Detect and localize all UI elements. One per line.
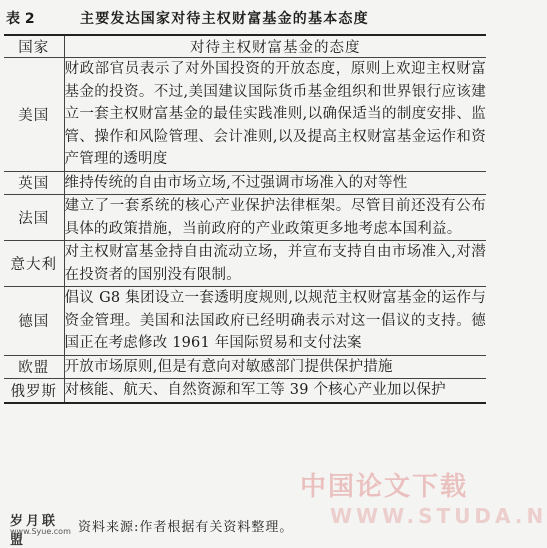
site-logo <box>8 510 71 548</box>
table-header-row <box>4 35 486 58</box>
row-attitude: 对主权财富基金持自由流动立场，并宣布支持自由市场准入,对潜在投资者的国别没有限制。 <box>64 241 486 287</box>
row-country: 英国 <box>4 171 64 195</box>
attitude-table <box>4 34 486 404</box>
source-note: 资料来源:作者根据有关资料整理。 <box>78 520 294 535</box>
header-attitude: 对待主权财富基金的态度 <box>64 35 486 58</box>
logo-text: 岁月联盟 <box>10 514 59 548</box>
table-row <box>4 195 486 241</box>
table-row <box>4 355 486 379</box>
row-country: 法国 <box>4 195 64 241</box>
row-attitude: 倡议 G8 集团设立一套透明度规则,以规范主权财富基金的运作与资金管理。美国和法国政府已经明确表示对这一倡议的支持。德国正在考虑修改 1961 年国际贸易和支付法案 <box>64 287 486 356</box>
table-row <box>4 379 486 403</box>
row-country: 意大利 <box>4 241 64 287</box>
table-row <box>4 58 486 172</box>
row-attitude: 开放市场原则,但是有意向对敏感部门提供保护措施 <box>64 355 486 379</box>
footer <box>0 508 490 548</box>
header-country: 国家 <box>4 35 64 58</box>
table-caption <box>4 4 486 30</box>
table-row <box>4 171 486 195</box>
table-number: 表 2 <box>6 11 35 27</box>
table-title: 主要发达国家对待主权财富基金的基本态度 <box>80 11 369 27</box>
table-row <box>4 241 486 287</box>
logo-url: www.Syue.com <box>10 527 71 536</box>
table-row <box>4 287 486 356</box>
row-attitude: 建立了一套系统的核心产业保护法律框架。尽管目前还没有公布具体的政策措施，当前政府的产业政策更多地考虑本国利益。 <box>64 195 486 241</box>
row-country: 美国 <box>4 58 64 172</box>
row-country: 德国 <box>4 287 64 356</box>
row-attitude: 对核能、航天、自然资源和军工等 39 个核心产业加以保护 <box>64 379 486 403</box>
row-country: 俄罗斯 <box>4 379 64 403</box>
row-country: 欧盟 <box>4 355 64 379</box>
row-attitude: 维持传统的自由市场立场,不过强调市场准入的对等性 <box>64 171 486 195</box>
watermark-site-cn: 中国论文下载 <box>300 472 469 502</box>
watermark-site-url: WWW.STUDA.N <box>330 504 547 528</box>
row-attitude: 财政部官员表示了对外国投资的开放态度，原则上欢迎主权财富基金的投资。不过,美国建议国际货币基金组织和世界银行应该建立一套主权财富基金的最佳实践准则,以确保适当的制度安排、监管、操作和风险管理、会计准则,以及提高主权财富基金运作和资产管理的透明度 <box>64 58 486 172</box>
